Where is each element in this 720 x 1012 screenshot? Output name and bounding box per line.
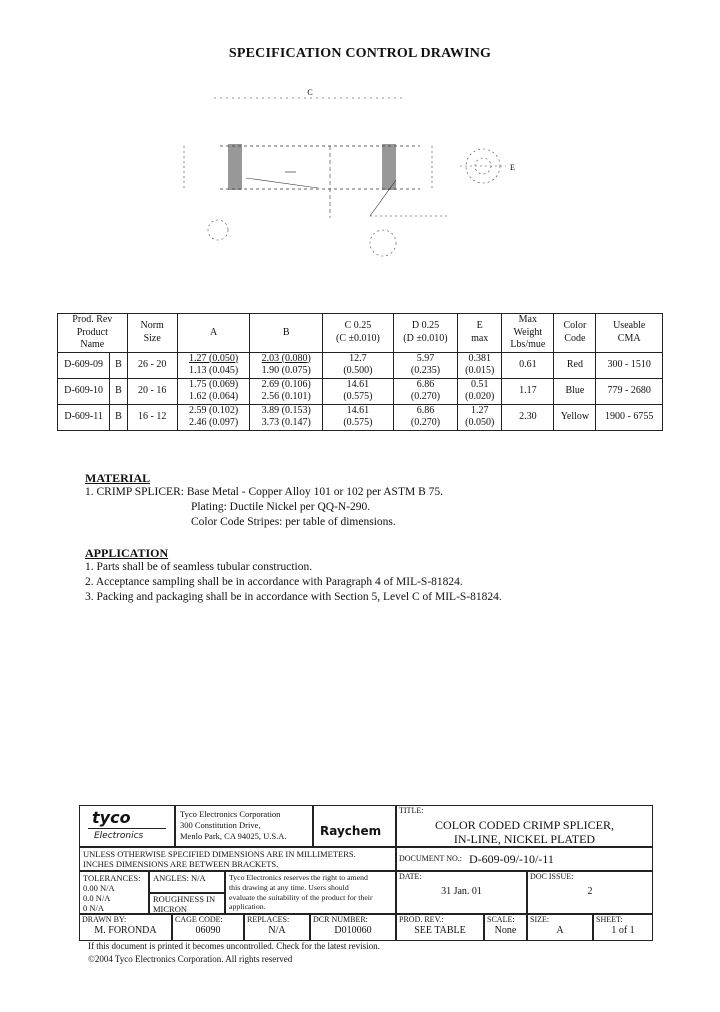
detail-circle-left bbox=[208, 220, 228, 240]
drawn-by-value: M. FORONDA bbox=[94, 925, 157, 936]
header-b: B bbox=[250, 314, 323, 353]
cell-b-min: 2.56 (0.101) bbox=[250, 391, 323, 404]
date-cell bbox=[396, 871, 527, 914]
dim-label-e: E bbox=[510, 163, 515, 172]
application-item: 2. Acceptance sampling shall be in accordance with Paragraph 4 of MIL-S-81824. bbox=[85, 576, 463, 588]
tolerances-cell bbox=[79, 871, 149, 914]
replaces-value: N/A bbox=[268, 925, 286, 936]
header-norm-size: Norm Size bbox=[127, 314, 177, 353]
reserve-note bbox=[225, 871, 396, 914]
detail-circle-bottom bbox=[370, 230, 396, 256]
leader-a bbox=[246, 178, 318, 188]
prod-rev-value: SEE TABLE bbox=[414, 925, 466, 936]
roughness-cell bbox=[149, 893, 225, 914]
cell-size: 26 - 20 bbox=[127, 352, 177, 378]
cage-code-value: 06090 bbox=[195, 925, 221, 936]
cell-rev: B bbox=[110, 404, 127, 430]
tolerance-line: 0.0 N/A bbox=[83, 893, 111, 903]
cell-a-max: 1.75 (0.069) bbox=[177, 378, 250, 391]
cell-e-in: (0.050) bbox=[458, 417, 502, 430]
cell-b-min: 3.73 (0.147) bbox=[250, 417, 323, 430]
logo-tyco-text: tyco bbox=[92, 808, 131, 827]
page-title: SPECIFICATION CONTROL DRAWING bbox=[228, 46, 492, 61]
cell-b-max: 2.03 (0.080) bbox=[250, 352, 323, 365]
sheet-cell bbox=[593, 914, 653, 941]
header-weight: Max Weight Lbs/mue bbox=[502, 314, 554, 353]
tolerance-line: 0.00 N/A bbox=[83, 883, 115, 893]
header-c: C 0.25 (C ±0.010) bbox=[323, 314, 394, 353]
doc-issue-value: 2 bbox=[587, 886, 593, 897]
reserve-note-line: this drawing at any time. Users should bbox=[229, 882, 349, 892]
cell-c-in: (0.500) bbox=[323, 365, 394, 378]
title-label: TITLE: bbox=[399, 806, 424, 815]
header-name: Name bbox=[58, 339, 128, 352]
date-label: DATE: bbox=[399, 872, 422, 881]
date-value: 31 Jan. 01 bbox=[441, 886, 482, 897]
angles-cell: ANGLES: N/A bbox=[149, 871, 225, 893]
dimensions-table bbox=[57, 313, 663, 431]
cell-size: 16 - 12 bbox=[127, 404, 177, 430]
application-heading: APPLICATION bbox=[85, 546, 169, 560]
prod-rev-cell bbox=[396, 914, 484, 941]
cell-cma: 1900 - 6755 bbox=[596, 404, 663, 430]
size-cell bbox=[527, 914, 593, 941]
cell-b-min: 1.90 (0.075) bbox=[250, 365, 323, 378]
material-line-1: 1. CRIMP SPLICER: Base Metal - Copper Alloy 101 or 102 per ASTM B 75. bbox=[85, 486, 443, 498]
color-stripe-left bbox=[228, 144, 242, 190]
address-line: Tyco Electronics Corporation bbox=[180, 809, 281, 819]
cell-d-mm: 6.86 bbox=[393, 378, 457, 391]
dcr-number-cell bbox=[310, 914, 396, 941]
dcr-number-value: D010060 bbox=[334, 925, 372, 936]
cell-color: Blue bbox=[554, 378, 596, 404]
tolerance-line: 0 N/A bbox=[83, 903, 105, 913]
cell-color: Red bbox=[554, 352, 596, 378]
address-line: 300 Constitution Drive, bbox=[180, 820, 261, 830]
title-cell bbox=[396, 805, 653, 847]
doc-issue-cell bbox=[527, 871, 653, 914]
reserve-note-line: evaluate the suitability of the product for their bbox=[229, 892, 373, 902]
table-row bbox=[58, 352, 663, 365]
table-row bbox=[58, 378, 663, 391]
cell-c-mm: 12.7 bbox=[323, 352, 394, 365]
cell-rev: B bbox=[110, 378, 127, 404]
uncontrolled-note: If this document is printed it becomes uncontrolled. Check for the latest revision. bbox=[88, 941, 380, 951]
header-e: E max bbox=[458, 314, 502, 353]
tyco-logo bbox=[79, 805, 175, 847]
roughness-line: ROUGHNESS IN bbox=[153, 894, 216, 904]
application-item: 1. Parts shall be of seamless tubular construction. bbox=[85, 561, 313, 573]
doc-no-label: DOCUMENT NO.: bbox=[399, 854, 462, 863]
cell-name: D-609-11 bbox=[58, 404, 110, 430]
application-item: 3. Packing and packaging shall be in accordance with Section 5, Level C of MIL-S-81824. bbox=[85, 591, 502, 603]
reserve-note-line: application. bbox=[229, 902, 266, 912]
cell-e-in: (0.015) bbox=[458, 365, 502, 378]
cell-cma: 779 - 2680 bbox=[596, 378, 663, 404]
cell-a-min: 1.13 (0.045) bbox=[177, 365, 250, 378]
dcr-number-label: DCR NUMBER: bbox=[313, 915, 368, 924]
cell-b-max: 3.89 (0.153) bbox=[250, 404, 323, 417]
tolerances-label: TOLERANCES: bbox=[83, 873, 141, 883]
cell-d-mm: 6.86 bbox=[393, 404, 457, 417]
cell-c-mm: 14.61 bbox=[323, 378, 394, 391]
document-number-cell bbox=[396, 847, 653, 871]
units-note-line: UNLESS OTHERWISE SPECIFIED DIMENSIONS ARE IN MILLIMETERS. bbox=[83, 849, 356, 859]
cell-e-mm: 0.51 bbox=[458, 378, 502, 391]
header-product: Product bbox=[58, 327, 128, 340]
replaces-label: REPLACES: bbox=[247, 915, 290, 924]
copyright-note: ©2004 Tyco Electronics Corporation. All rights reserved bbox=[88, 954, 293, 964]
doc-issue-label: DOC ISSUE: bbox=[530, 872, 574, 881]
end-view-inner-circle bbox=[475, 158, 491, 174]
logo-electronics-text: Electronics bbox=[94, 831, 144, 841]
raychem-text: Raychem bbox=[320, 824, 382, 838]
cell-b-max: 2.69 (0.106) bbox=[250, 378, 323, 391]
units-note bbox=[79, 847, 396, 871]
cell-color: Yellow bbox=[554, 404, 596, 430]
document-title-line: IN-LINE, NICKEL PLATED bbox=[453, 832, 596, 846]
cell-e-mm: 1.27 bbox=[458, 404, 502, 417]
cell-d-mm: 5.97 bbox=[393, 352, 457, 365]
document-title-line: COLOR CODED CRIMP SPLICER, bbox=[435, 818, 614, 832]
header-prod-rev: Prod. Rev bbox=[58, 314, 128, 327]
document-title bbox=[397, 818, 652, 846]
prod-rev-label: PROD. REV.: bbox=[399, 915, 444, 924]
cage-code-cell bbox=[172, 914, 244, 941]
cell-weight: 1.17 bbox=[502, 378, 554, 404]
dim-label-c: C bbox=[307, 88, 313, 97]
cell-a-min: 1.62 (0.064) bbox=[177, 391, 250, 404]
roughness-line: MICRON bbox=[153, 903, 188, 914]
size-value: A bbox=[556, 925, 564, 936]
scale-cell bbox=[484, 914, 527, 941]
material-heading: MATERIAL bbox=[85, 471, 151, 485]
sheet-value: 1 of 1 bbox=[611, 925, 635, 936]
cell-c-in: (0.575) bbox=[323, 417, 394, 430]
table-row bbox=[58, 404, 663, 417]
cell-cma: 300 - 1510 bbox=[596, 352, 663, 378]
cell-rev: B bbox=[110, 352, 127, 378]
cell-a-max: 1.27 (0.050) bbox=[177, 352, 250, 365]
units-note-line: INCHES DIMENSIONS ARE BETWEEN BRACKETS. bbox=[83, 859, 279, 869]
raychem-logo bbox=[313, 805, 396, 847]
cell-a-max: 2.59 (0.102) bbox=[177, 404, 250, 417]
reserve-note-line: Tyco Electronics reserves the right to amend bbox=[229, 873, 368, 882]
cell-d-in: (0.270) bbox=[393, 417, 457, 430]
cell-d-in: (0.235) bbox=[393, 365, 457, 378]
cell-c-in: (0.575) bbox=[323, 391, 394, 404]
cell-e-in: (0.020) bbox=[458, 391, 502, 404]
size-label: SIZE: bbox=[530, 915, 550, 924]
scale-label: SCALE: bbox=[487, 915, 515, 924]
doc-no-value: D-609-09/-10/-11 bbox=[469, 852, 554, 866]
cell-name: D-609-09 bbox=[58, 352, 110, 378]
drawn-by-cell bbox=[79, 914, 172, 941]
cell-a-min: 2.46 (0.097) bbox=[177, 417, 250, 430]
cell-weight: 0.61 bbox=[502, 352, 554, 378]
cell-e-mm: 0.381 bbox=[458, 352, 502, 365]
splicer-drawing bbox=[170, 88, 540, 268]
material-line-3: Color Code Stripes: per table of dimensions. bbox=[191, 516, 396, 528]
header-a: A bbox=[177, 314, 250, 353]
material-line-2: Plating: Ductile Nickel per QQ-N-290. bbox=[191, 501, 371, 513]
table-header-row-1 bbox=[58, 314, 663, 327]
header-cma: Useable CMA bbox=[596, 314, 663, 353]
drawn-by-label: DRAWN BY: bbox=[82, 915, 127, 924]
cell-c-mm: 14.61 bbox=[323, 404, 394, 417]
scale-value: None bbox=[494, 925, 517, 936]
company-address bbox=[175, 805, 313, 847]
address-line: Menlo Park, CA 94025, U.S.A. bbox=[180, 831, 287, 841]
replaces-cell bbox=[244, 914, 310, 941]
sheet-label: SHEET: bbox=[596, 915, 623, 924]
header-d: D 0.25 (D ±0.010) bbox=[393, 314, 457, 353]
header-color: Color Code bbox=[554, 314, 596, 353]
cell-name: D-609-10 bbox=[58, 378, 110, 404]
cage-code-label: CAGE CODE: bbox=[175, 915, 223, 924]
cell-d-in: (0.270) bbox=[393, 391, 457, 404]
cell-size: 20 - 16 bbox=[127, 378, 177, 404]
cell-weight: 2.30 bbox=[502, 404, 554, 430]
